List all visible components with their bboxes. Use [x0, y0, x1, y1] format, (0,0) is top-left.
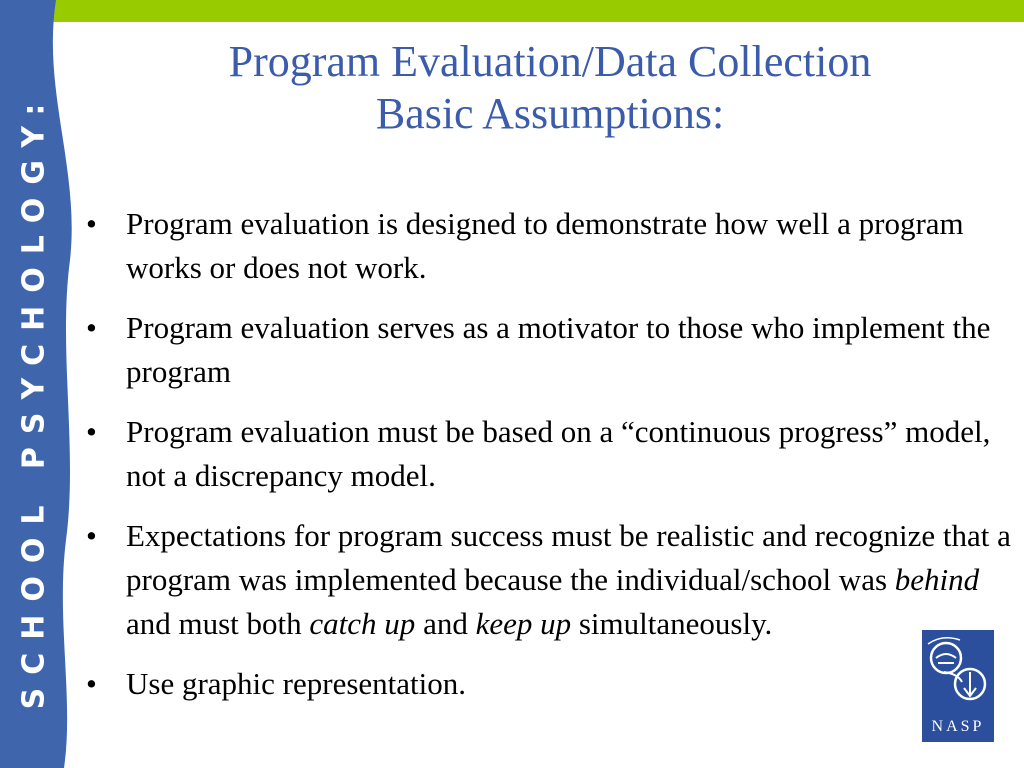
nasp-emblem-icon: [922, 630, 994, 714]
bullet-item: [82, 662, 1017, 706]
bullet-text: Program evaluation is designed to demonstrate how well a program works or does not work.: [126, 206, 964, 285]
bullet-text: Program evaluation must be based on a “continuous progress” model, not a discrepancy model.: [126, 414, 991, 493]
bullet-item: [82, 306, 1017, 394]
emphasis-behind: behind: [894, 562, 980, 597]
bullet-text: Program evaluation serves as a motivator to those who implement the program: [126, 310, 991, 389]
logo-text: NASP: [931, 718, 985, 735]
slide-title: [140, 36, 960, 140]
top-accent-bar: [0, 0, 1024, 22]
slide-title-line-1: Program Evaluation/Data Collection: [228, 37, 872, 86]
bullet-dot: •: [86, 666, 97, 701]
side-band-text: SCHOOL PSYCHOLOGY:: [16, 90, 52, 710]
slide-title-line-2: Basic Assumptions:: [375, 89, 725, 138]
nasp-logo: [922, 630, 994, 742]
bullet-item: [82, 514, 1017, 646]
bullet-text-segment: simultaneously.: [571, 606, 773, 641]
emphasis-keep-up: keep up: [475, 606, 572, 641]
bullet-list: [82, 202, 1017, 722]
bullet-item: [82, 410, 1017, 498]
bullet-dot: •: [86, 310, 97, 345]
bullet-item: [82, 202, 1017, 290]
bullet-dot: •: [86, 414, 97, 449]
bullet-text: Use graphic representation.: [126, 666, 467, 701]
bullet-text-segment: Expectations for program success must be realistic and recognize that a program was implemented because the individual/school was: [126, 518, 1011, 597]
bullet-dot: •: [86, 206, 97, 241]
bullet-dot: •: [86, 518, 97, 553]
bullet-text-segment: and must both: [126, 606, 310, 641]
bullet-text-segment: and: [415, 606, 476, 641]
bullet-text: [126, 518, 1011, 641]
emphasis-catch-up: catch up: [309, 606, 416, 641]
